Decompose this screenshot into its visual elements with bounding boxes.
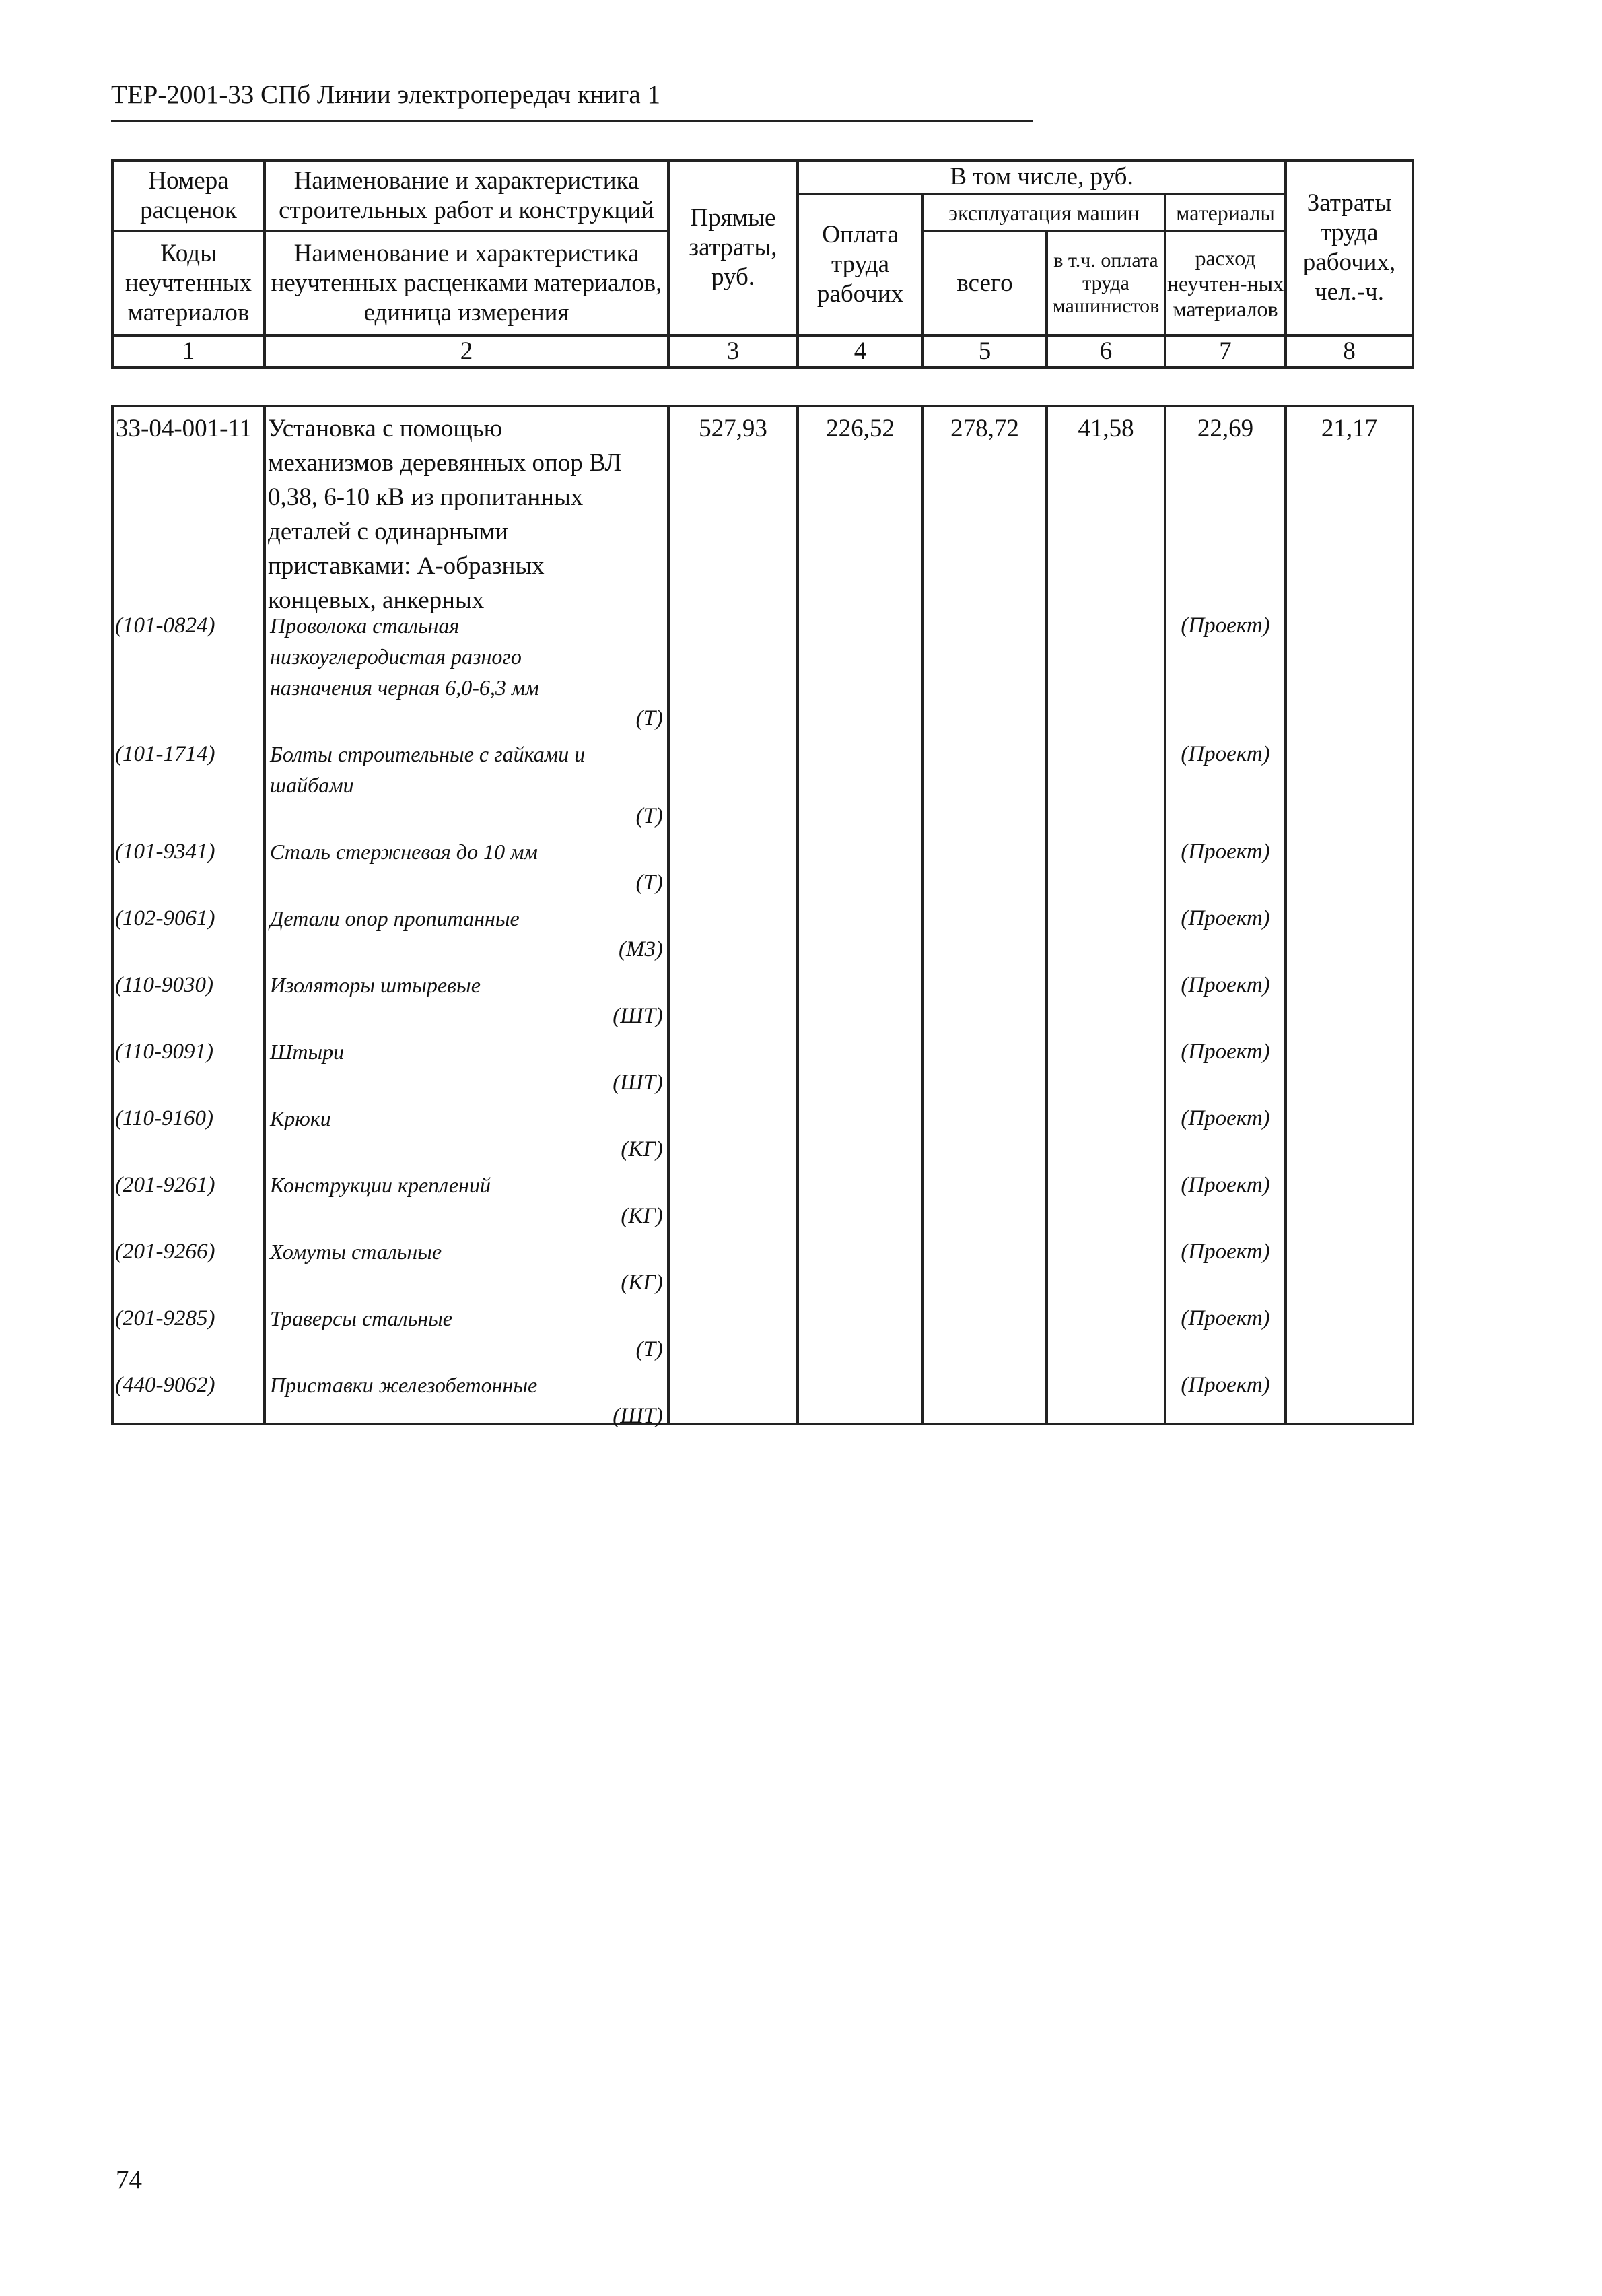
col4-header: Оплата труда рабочих	[798, 194, 923, 335]
material-consumption: (Проект)	[1181, 1373, 1270, 1397]
names-column	[265, 406, 668, 1428]
column-number: 2	[265, 335, 668, 368]
material-consumption: (Проект)	[1181, 906, 1270, 931]
machinists-pay-value: 41,58	[1078, 415, 1134, 442]
material-unit: (Т)	[635, 871, 663, 895]
rates-table	[111, 405, 1414, 1428]
col6-header: в т.ч. оплата труда машинистов	[1047, 231, 1165, 335]
header-table	[111, 159, 1414, 369]
material-unit: (ШТ)	[613, 1404, 663, 1428]
labor-pay-column	[798, 406, 923, 1424]
material-name-line: Конструкции креплений	[270, 1173, 491, 1197]
material-name-line: Траверсы стальные	[270, 1306, 452, 1330]
material-unit: (КГ)	[621, 1137, 663, 1161]
material-name-line: Хомуты стальные	[270, 1240, 442, 1264]
material-name-line: Штыри	[270, 1040, 345, 1064]
item-name-line: механизмов деревянных опор ВЛ	[268, 449, 622, 477]
material-unit: (Т)	[635, 1337, 663, 1361]
material-code: (102-9061)	[115, 906, 215, 931]
material-name-line: Проволока стальная	[270, 613, 460, 638]
material-consumption: (Проект)	[1181, 1173, 1270, 1197]
page-number: 74	[116, 2165, 142, 2194]
material-consumption: (Проект)	[1181, 1106, 1270, 1130]
col1-top-header: Номера расценок	[112, 160, 265, 231]
material-code: (110-9091)	[115, 1040, 214, 1064]
material-code: (101-1714)	[115, 742, 215, 766]
table-row	[112, 406, 1413, 1424]
material-consumption: (Проект)	[1181, 742, 1270, 766]
column-number: 6	[1047, 335, 1165, 368]
col2-top-header: Наименование и характеристика строительных работ и конструкций	[265, 160, 668, 231]
materials-column	[1165, 406, 1286, 1424]
column-number: 4	[798, 335, 923, 368]
column-number: 8	[1286, 335, 1413, 368]
item-name-line: 0,38, 6-10 кВ из пропитанных	[268, 483, 584, 511]
material-unit: (Т)	[635, 804, 663, 828]
material-consumption: (Проект)	[1181, 613, 1270, 638]
col7-header: расход неучтен-ных материалов	[1165, 231, 1286, 335]
material-unit: (М3)	[619, 937, 663, 961]
direct-cost-column	[668, 406, 798, 1424]
material-unit: (КГ)	[621, 1271, 663, 1295]
item-name-line: концевых, анкерных	[268, 586, 485, 614]
machines-total-column	[923, 406, 1047, 1424]
group-header: В том числе, руб.	[798, 160, 1286, 194]
column-numbers-row	[112, 335, 1413, 368]
material-name-line: Крюки	[270, 1106, 331, 1130]
material-unit: (ШТ)	[613, 1004, 663, 1028]
item-name-line: Установка с помощью	[268, 415, 503, 442]
material-name-line: низкоуглеродистая разного	[270, 644, 522, 669]
material-name-line: Болты строительные с гайками и	[270, 742, 586, 766]
materials-value: 22,69	[1197, 415, 1254, 442]
machines-total-value: 278,72	[950, 415, 1019, 442]
col3-header: Прямые затраты, руб.	[668, 160, 798, 335]
material-unit: (КГ)	[621, 1204, 663, 1228]
material-name-line: Сталь стержневая до 10 мм	[270, 840, 538, 864]
material-consumption: (Проект)	[1181, 1240, 1270, 1264]
column-number: 3	[668, 335, 798, 368]
material-name-line: Приставки железобетонные	[270, 1373, 538, 1397]
machines-header: эксплуатация машин	[923, 194, 1165, 231]
materials-header: материалы	[1165, 194, 1286, 231]
header-rule	[111, 120, 1033, 122]
col8-header: Затраты труда рабочих, чел.-ч.	[1286, 160, 1413, 335]
labor-pay-value: 226,52	[826, 415, 895, 442]
running-head: ТЕР-2001-33 СПб Линии электропередач книга 1	[111, 80, 660, 109]
material-name-line: шайбами	[270, 773, 354, 797]
labor-hours-value: 21,17	[1321, 415, 1378, 442]
material-consumption: (Проект)	[1181, 840, 1270, 864]
material-code: (440-9062)	[115, 1373, 215, 1397]
col1-bottom-header: Коды неучтенных материалов	[112, 231, 265, 335]
material-name-line: Изоляторы штыревые	[270, 973, 481, 997]
column-number: 7	[1165, 335, 1286, 368]
item-code: 33-04-001-11	[116, 415, 252, 442]
material-code: (101-0824)	[115, 613, 215, 638]
material-name-line: Детали опор пропитанные	[270, 906, 520, 931]
material-unit: (ШТ)	[613, 1071, 663, 1095]
column-number: 1	[112, 335, 265, 368]
material-code: (201-9261)	[115, 1173, 215, 1197]
material-code: (110-9160)	[115, 1106, 214, 1130]
machinists-pay-column	[1047, 406, 1165, 1424]
material-code: (110-9030)	[115, 973, 214, 997]
col2-bottom-header: Наименование и характеристика неучтенных расценками материалов, единица измерения	[265, 231, 668, 335]
material-code: (201-9266)	[115, 1240, 215, 1264]
material-code: (201-9285)	[115, 1306, 215, 1330]
column-number: 5	[923, 335, 1047, 368]
item-name-line: приставками: А-образных	[268, 552, 545, 580]
item-name-line: деталей с одинарными	[268, 518, 508, 545]
material-unit: (Т)	[635, 706, 663, 731]
direct-cost-value: 527,93	[699, 415, 767, 442]
material-consumption: (Проект)	[1181, 1306, 1270, 1330]
col5-header: всего	[923, 231, 1047, 335]
material-code: (101-9341)	[115, 840, 215, 864]
material-consumption: (Проект)	[1181, 973, 1270, 997]
codes-column	[112, 406, 265, 1424]
labor-hours-column	[1286, 406, 1413, 1424]
material-consumption: (Проект)	[1181, 1040, 1270, 1064]
material-name-line: назначения черная 6,0-6,3 мм	[270, 675, 539, 700]
